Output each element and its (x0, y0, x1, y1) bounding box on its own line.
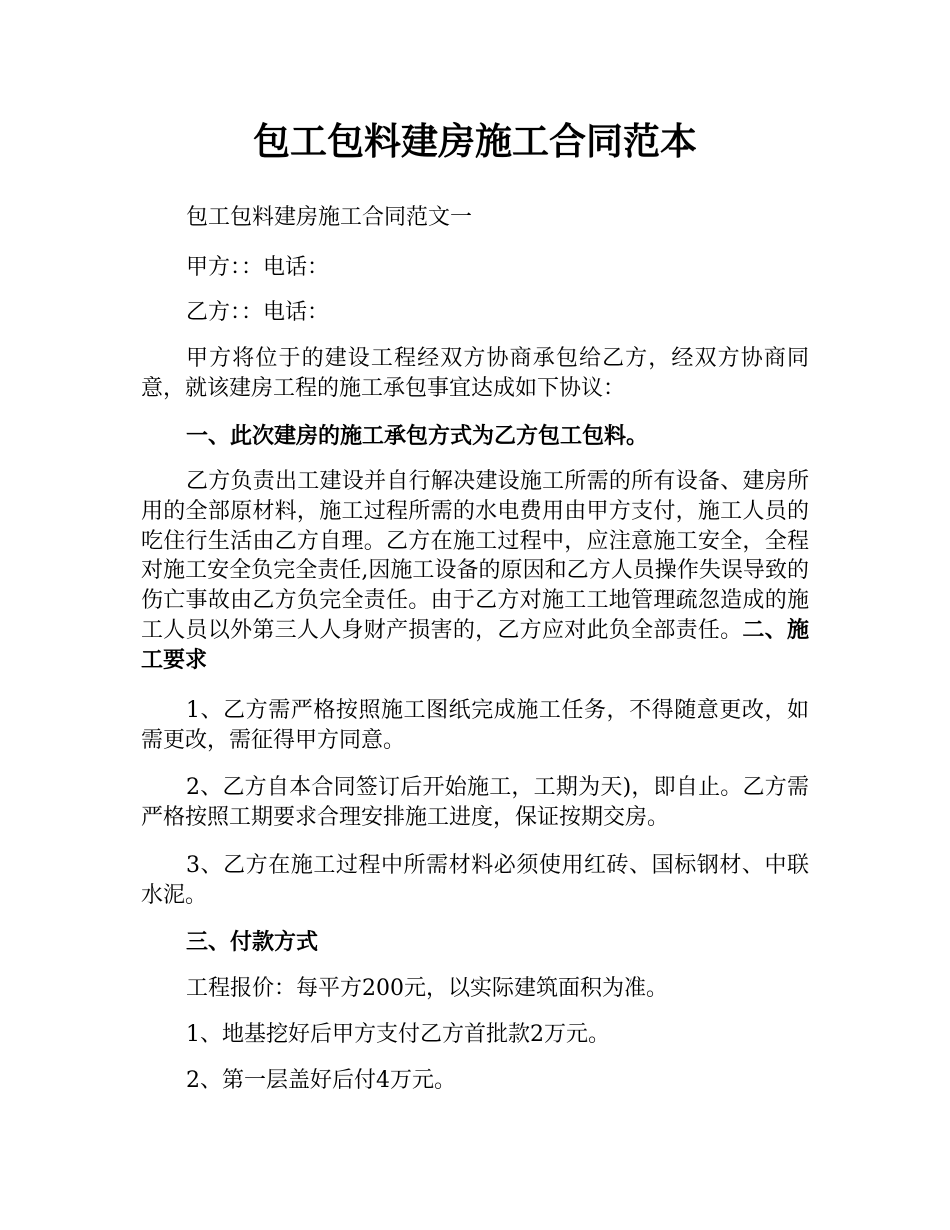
section1-body-text: 乙方负责出工建设并自行解决建设施工所需的所有设备、建房所用的全部原材料，施工过程所需的水电费用由甲方支付，施工人员的吃住行生活由乙方自理。乙方在施工过程中，应注意施工安全，全程对施工安全负完全责任,因施工设备的原因和乙方人员操作失误导致的伤亡事故由乙方负完全责任。由于乙方对施工工地管理疏忽造成的施工人员以外第三人人身财产损害的，乙方应对此负全部责任。 (141, 469, 809, 643)
party-a-line: 甲方：：电话： (186, 255, 330, 280)
party-b-line: 乙方：：电话： (186, 300, 330, 325)
payment-1: 1、地基挖好后甲方支付乙方首批款2万元。 (186, 1022, 610, 1047)
requirement-3: 3、乙方在施工过程中所需材料必须使用红砖、国标钢材、中联水泥。 (141, 853, 809, 908)
payment-2: 2、第一层盖好后付4万元。 (186, 1068, 456, 1093)
section2-heading: 二、施工要求 (141, 617, 809, 673)
document-title: 包工包料建房施工合同范本 (253, 120, 697, 163)
intro-paragraph: 甲方将位于的建设工程经双方协商承包给乙方，经双方协商同意，就该建房工程的施工承包事宜达成如下协议： (141, 346, 809, 401)
section1-heading: 一、此次建房的施工承包方式为乙方包工包料。 (186, 424, 649, 449)
contract-subtitle: 包工包料建房施工合同范文一 (186, 205, 473, 230)
price-line: 工程报价：每平方200元，以实际建筑面积为准。 (186, 976, 668, 1001)
section1-body (141, 467, 809, 676)
section3-heading: 三、付款方式 (186, 930, 319, 955)
requirement-2: 2、乙方自本合同签订后开始施工，工期为天)，即自止。乙方需严格按照工期要求合理安排施工进度，保证按期交房。 (141, 775, 809, 830)
requirement-1: 1、乙方需严格按照施工图纸完成施工任务，不得随意更改，如需更改，需征得甲方同意。 (141, 698, 809, 753)
